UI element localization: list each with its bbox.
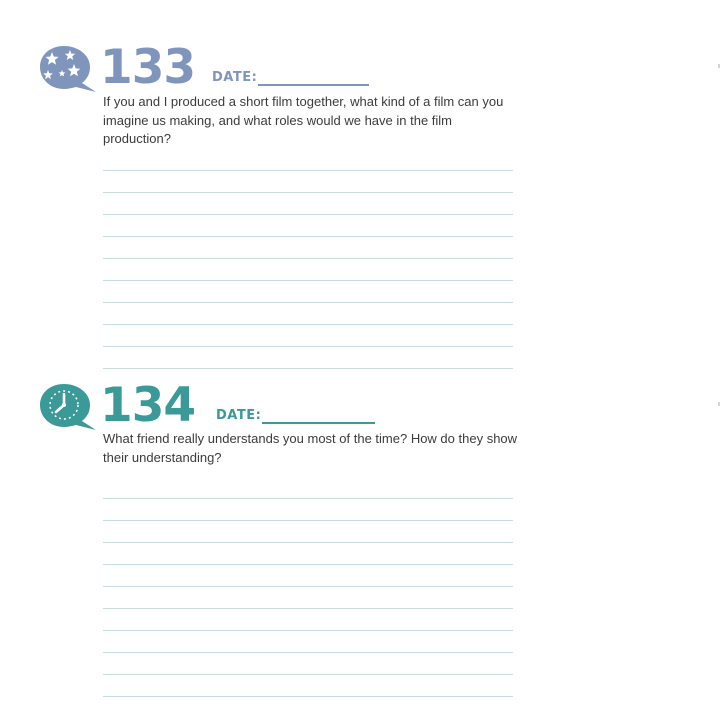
question-text: If you and I produced a short film together, what kind of a film can you imagine us making, and what roles would we have in the film production? (103, 94, 504, 146)
writing-line[interactable] (103, 498, 513, 499)
clock-speech-bubble-icon (38, 382, 98, 434)
writing-line[interactable] (103, 346, 513, 347)
writing-line[interactable] (103, 586, 513, 587)
writing-line[interactable] (103, 280, 513, 281)
writing-line[interactable] (103, 302, 513, 303)
writing-line[interactable] (103, 696, 513, 697)
prompt-number: 134 (100, 378, 196, 433)
writing-line[interactable] (103, 236, 513, 237)
prompt-number: 133 (100, 40, 196, 95)
writing-line[interactable] (103, 170, 513, 171)
date-label: DATE: (216, 408, 262, 423)
date-field[interactable] (258, 84, 369, 86)
writing-line[interactable] (103, 192, 513, 193)
question-text: What friend really understands you most of the time? How do they show their understanding? (103, 431, 518, 465)
writing-line[interactable] (103, 674, 513, 675)
writing-line[interactable] (103, 324, 513, 325)
writing-line[interactable] (103, 258, 513, 259)
date-label: DATE: (212, 70, 258, 85)
date-field[interactable] (262, 422, 375, 424)
stars-speech-bubble-icon (38, 44, 98, 96)
writing-line[interactable] (103, 520, 513, 521)
writing-line[interactable] (103, 214, 513, 215)
writing-line[interactable] (103, 608, 513, 609)
writing-line[interactable] (103, 630, 513, 631)
writing-line[interactable] (103, 542, 513, 543)
writing-line[interactable] (103, 368, 513, 369)
writing-line[interactable] (103, 564, 513, 565)
writing-line[interactable] (103, 652, 513, 653)
